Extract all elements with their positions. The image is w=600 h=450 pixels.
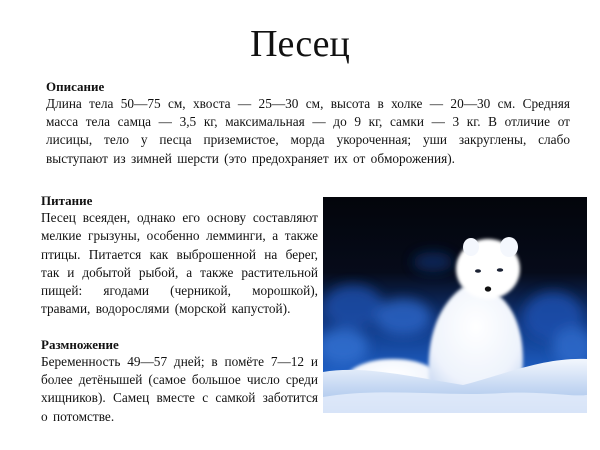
nutrition-section (41, 193, 318, 319)
arctic-fox-photo (323, 197, 587, 413)
nutrition-heading: Питание (41, 193, 93, 208)
description-text: Длина тела 50—75 см, хвоста — 25—30 см, высота в холке — 20—30 см. Средняя масса тела самца — 3,5 кг, максимальная — до 9 кг, самки — 3 кг. В отличие от лисицы, тело у песца приземистое, морда укороченная; уши закруглены, слабо выступают из зимней шерсти (это предохраняет их от обморожения). (46, 96, 570, 166)
page-title: Песец (250, 23, 350, 65)
description-section (46, 79, 570, 168)
reproduction-section (41, 337, 318, 426)
description-heading: Описание (46, 79, 105, 94)
reproduction-heading: Размножение (41, 337, 119, 352)
nutrition-text: Песец всеяден, однако его основу составляют мелкие грызуны, особенно лемминги, а также птицы. Питается как выброшенной на берег, так и добытой рыбой, а также растительной пищей: ягодами (черникой, морошкой), травами, водорослями (морской капустой). (41, 210, 318, 317)
arctic-fox-image (323, 197, 587, 413)
reproduction-text: Беременность 49—57 дней; в помёте 7—12 и более детёнышей (самое большое число среди хищников). Самец вместе с самкой заботится о потомстве. (41, 354, 318, 424)
